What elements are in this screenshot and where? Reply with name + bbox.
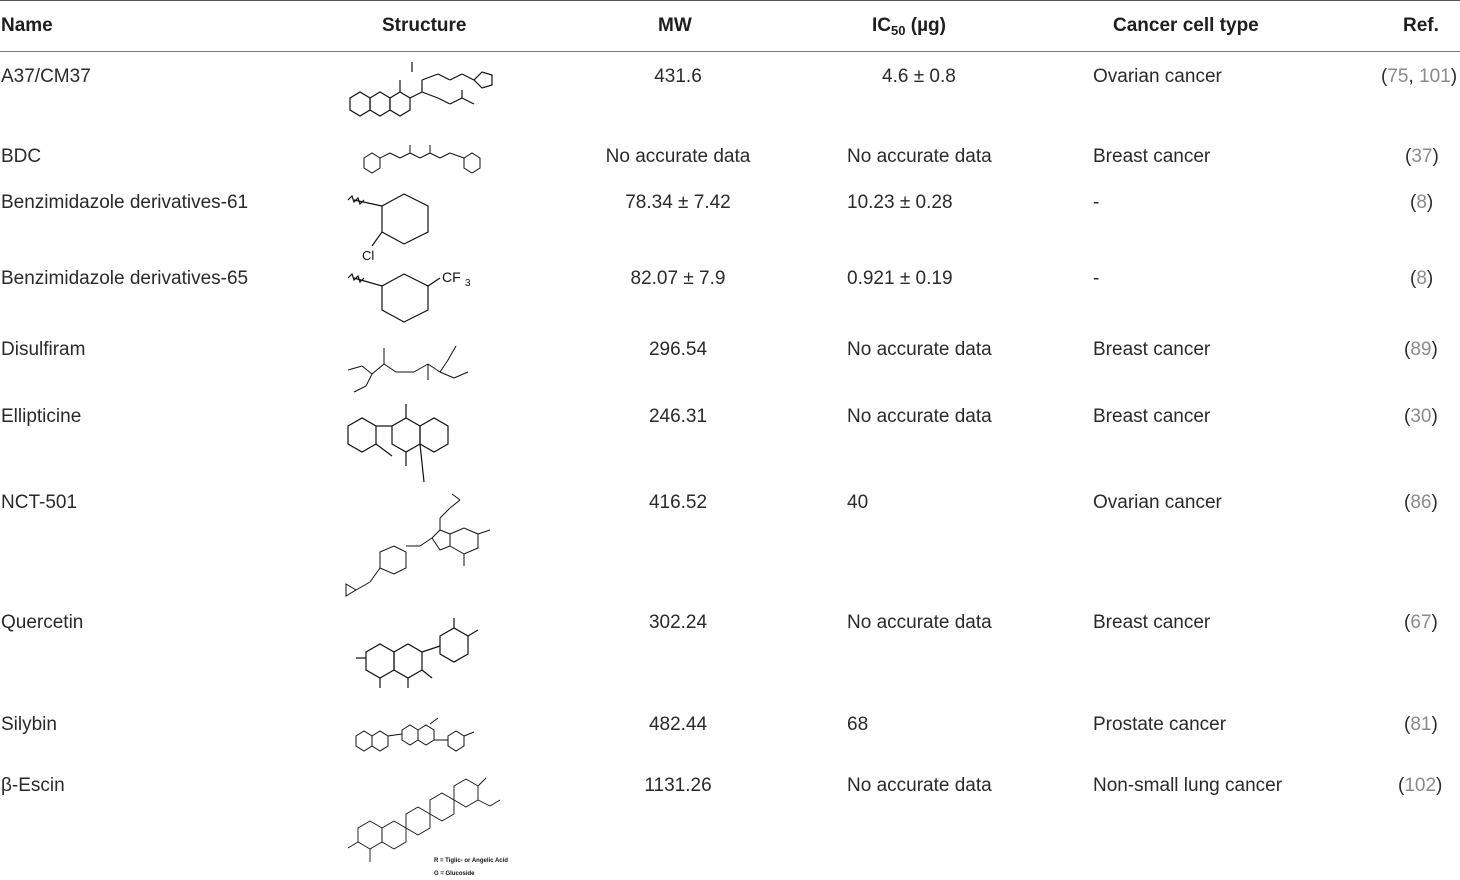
cell-mw: 482.44 <box>648 714 708 735</box>
cell-name: Ellipticine <box>1 406 82 427</box>
disulfiram-molecule-icon <box>344 336 484 396</box>
cell-name: Disulfiram <box>1 339 86 360</box>
silybin-molecule-icon <box>344 712 504 770</box>
nct501-molecule-icon <box>340 490 510 605</box>
table-header-rule <box>0 51 1460 52</box>
cell-name: β-Escin <box>1 775 65 796</box>
ref-link[interactable]: 86 <box>1410 492 1432 513</box>
ref-link[interactable]: 37 <box>1411 146 1433 167</box>
cell-ref: (8) <box>1410 268 1434 289</box>
a37-molecule-icon <box>346 58 561 126</box>
cell-ic50: 4.6 ± 0.8 <box>882 66 956 87</box>
cell-ic50: No accurate data <box>847 146 992 167</box>
cell-cancer-type: - <box>1093 268 1100 289</box>
cell-mw: 296.54 <box>648 339 708 360</box>
cell-ic50: No accurate data <box>847 775 992 796</box>
ref-link[interactable]: 89 <box>1410 339 1432 360</box>
ref-link[interactable]: 8 <box>1416 268 1427 289</box>
svg-text:3: 3 <box>465 278 471 289</box>
ref-link[interactable]: 67 <box>1410 612 1432 633</box>
cf3-benzyl-molecule-icon <box>344 264 504 336</box>
cell-cancer-type: Breast cancer <box>1093 146 1211 167</box>
cell-name: Benzimidazole derivatives-61 <box>1 192 249 213</box>
ellipticine-molecule-icon <box>344 396 494 488</box>
cell-mw: 431.6 <box>654 66 702 87</box>
ref-link[interactable]: 81 <box>1410 714 1432 735</box>
header-cancer-cell-type: Cancer cell type <box>1113 15 1259 36</box>
cell-mw: 246.31 <box>648 406 708 427</box>
header-ref: Ref. <box>1403 15 1439 36</box>
header-mw: MW <box>658 15 692 36</box>
cell-mw: 82.07 ± 7.9 <box>630 268 726 289</box>
ref-link[interactable]: 102 <box>1404 775 1437 796</box>
svg-text:CF: CF <box>442 269 461 285</box>
quercetin-molecule-icon <box>344 608 504 702</box>
cell-mw: 1131.26 <box>644 775 712 796</box>
bdc-molecule-icon <box>344 140 524 186</box>
cell-ref: (89) <box>1404 339 1438 360</box>
cell-ic50: 0.921 ± 0.19 <box>847 268 953 289</box>
cell-ref: (37) <box>1405 146 1439 167</box>
cell-cancer-type: Non-small lung cancer <box>1093 775 1283 796</box>
cell-mw: 302.24 <box>648 612 708 633</box>
cell-mw: 416.52 <box>648 492 708 513</box>
header-structure: Structure <box>382 15 467 36</box>
cell-ic50: No accurate data <box>847 612 992 633</box>
cell-cancer-type: Prostate cancer <box>1093 714 1227 735</box>
cell-cancer-type: Breast cancer <box>1093 339 1211 360</box>
cell-ic50: 40 <box>847 492 869 513</box>
svg-text:R = Tiglic- or Angelic Acid: R = Tiglic- or Angelic Acid <box>434 858 508 864</box>
cell-cancer-type: Ovarian cancer <box>1093 492 1222 513</box>
cell-ref: (81) <box>1404 714 1438 735</box>
cell-cancer-type: Breast cancer <box>1093 612 1211 633</box>
cell-cancer-type: - <box>1093 192 1100 213</box>
header-ic50: $IC_{50}$ (µg) <box>872 15 946 38</box>
cell-name: Silybin <box>1 714 57 735</box>
ref-link[interactable]: 75 <box>1387 66 1409 87</box>
header-name: Name <box>1 15 53 36</box>
cell-name: NCT-501 <box>1 492 78 513</box>
table-top-rule <box>0 0 1460 1</box>
cell-name: BDC <box>1 146 42 167</box>
cell-ic50: 68 <box>847 714 869 735</box>
svg-text:G = Glucoside: G = Glucoside <box>434 871 475 877</box>
cell-ref: (67) <box>1404 612 1438 633</box>
svg-text:Cl: Cl <box>362 248 375 263</box>
ref-link[interactable]: 8 <box>1416 192 1427 213</box>
cell-name: A37/CM37 <box>1 66 91 87</box>
cell-ic50: 10.23 ± 0.28 <box>847 192 953 213</box>
cell-name: Benzimidazole derivatives-65 <box>1 268 249 289</box>
cell-name: Quercetin <box>1 612 84 633</box>
cell-ref: (75, 101) <box>1381 66 1458 87</box>
cell-ref: (86) <box>1404 492 1438 513</box>
ref-link[interactable]: 101 <box>1419 66 1451 87</box>
cell-mw: No accurate data <box>605 146 751 167</box>
cell-cancer-type: Breast cancer <box>1093 406 1211 427</box>
cell-cancer-type: Ovarian cancer <box>1093 66 1222 87</box>
ref-link[interactable]: 30 <box>1410 406 1432 427</box>
cell-ref: (30) <box>1404 406 1438 427</box>
chlorobenzyl-molecule-icon <box>344 190 464 266</box>
cell-mw: 78.34 ± 7.42 <box>625 192 731 213</box>
cell-ref: (8) <box>1410 192 1434 213</box>
cell-ref: (102) <box>1398 775 1443 796</box>
cell-ic50: No accurate data <box>847 339 992 360</box>
cell-ic50: No accurate data <box>847 406 992 427</box>
escin-molecule-icon <box>340 772 515 879</box>
